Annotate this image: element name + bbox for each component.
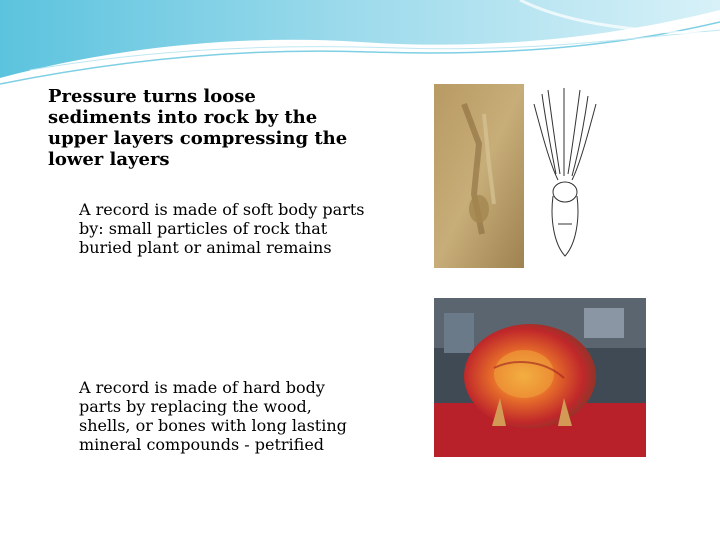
- bullet-soft-body: [76, 200, 366, 257]
- bullet-text: A record is made of hard body parts by replacing the wood, shells, or bones with long lasting mineral compounds - petrified: [79, 378, 347, 454]
- header-wave-decoration: [0, 0, 720, 90]
- bullet-text: Pressure turns loose sediments into rock by the upper layers compressing the lower layers: [48, 86, 348, 170]
- bullet-hard-body: [76, 378, 356, 454]
- bullet-pressure: [45, 86, 365, 170]
- ammolite-fossil-image: [434, 298, 646, 457]
- squid-fossil-image: [434, 84, 606, 268]
- bullet-text: A record is made of soft body parts by: small particles of rock that buried plant or animal remains: [79, 200, 365, 257]
